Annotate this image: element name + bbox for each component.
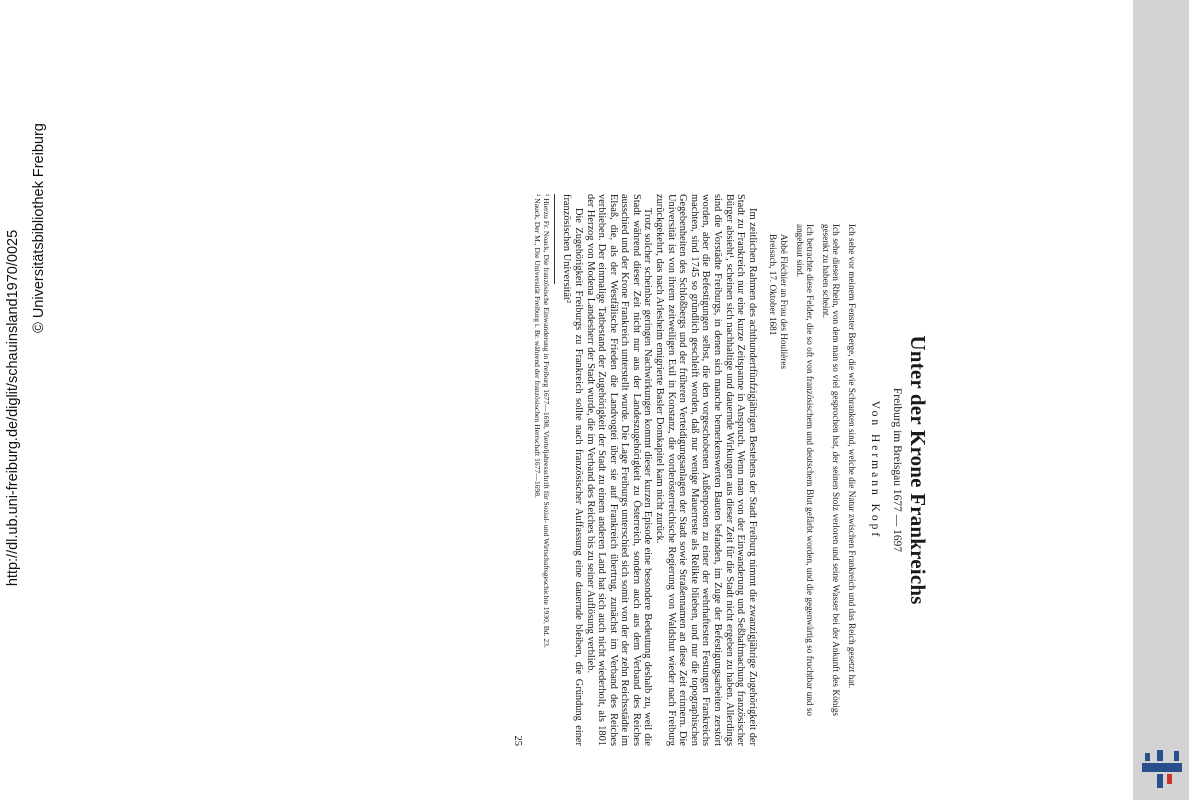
footnote: ¹ Hierzu Fr. Noack, Die französische Einwanderung in Freiburg 1677—1698, Vierteljahresschrift für Sozial- und Wirtschaftsgeschichte 1930, Bd. 23. <box>541 194 551 648</box>
article-title: Unter der Krone Frankreichs <box>906 335 930 605</box>
article-body <box>561 194 758 746</box>
motto-paragraph: Ich sehe diesen Rhein, von dem man so viel gesprochen hat, der seinen Stolz verloren und seine Wasser bei der Ankunft des Königs gesenkt zu haben scheint. <box>820 224 842 716</box>
article-subtitle: Freiburg im Breisgau 1677 — 1697 <box>891 387 903 553</box>
footnote-divider <box>554 194 555 284</box>
motto-source <box>768 234 789 746</box>
motto-source-author: Abbé Fléchier an Frau des Houlières <box>779 234 790 369</box>
ub-freiburg-logo-icon <box>1140 745 1186 791</box>
scanned-page <box>200 150 960 790</box>
permalink-url[interactable]: http://dl.ub.uni-freiburg.de/diglit/schauinsland1970/0025 <box>5 229 21 587</box>
article-author: Von Hermann Kopf <box>869 400 881 540</box>
body-paragraph: Trotz solcher scheinbar geringen Nachwirkungen kommt dieser kurzen Episode eine besondere Bedeutung deshalb zu, weil die Stadt während dieser Zeit nicht nur aus der Landeszugehörigkeit zu Österreich, sondern auch aus dem Verband des Reiches ausschied und der Krone Frankreich unterstellt wurde. Die Lage Freiburgs unterschied sich somit von der der zehn Reichsstädte im Elsaß, die, als der Westfälische Frieden die Landvogtei über sie auf Frankreich übertrug, zunächst im Verband des Reiches verblieben. Der einmalige Tatbestand der Zugehörigkeit der Stadt zu einem anderen Land hat sich auch nicht wiederholt, als 1801 der Herzog von Modena Landesherr der Stadt wurde, die im Verband des Reiches bis zu seiner Auflösung verblieb. <box>584 194 654 746</box>
motto-block <box>794 224 857 746</box>
copyright-notice: © Universitätsbibliothek Freiburg <box>31 123 47 333</box>
footnote: ² Nauck, Der M., Die Universität Freiburg i. Br. während der französischen Herrschaft 1677—1698. <box>532 194 542 498</box>
motto-paragraph: Ich betrachte diese Felder, die so oft von französischem und deutschem Blut gefärbt worden, und die gegenwärtig so fruchtbar und so angebaut sind. <box>794 224 816 716</box>
footnotes <box>533 194 551 746</box>
body-paragraph: Im zeitlichen Rahmen des achthundertfünfzigjährigen Bestehens der Stadt Freiburg nimmt die zwanzigjährige Zugehörigkeit der Stadt zu Frankreich nur eine kurze Zeitspanne in Anspruch. Wenn man von der Einwanderung und Seßhaftmachung französischer Bürger absieht¹, scheinen sich nachhaltige und dauernde Wirkungen aus dieser Zeit für die Stadt nicht ergeben zu haben. Allerdings sind die Vorstädte Freiburgs, in denen sich manche bemerkenswerten Bauten befanden, im Zuge der Befestigungsarbeiten zerstört worden, aber die Befestigungen selbst, die den vorgeschobenen Außenposten zu einer der wehrhaftesten Festungen Frankreichs machten, sind 1745 so gründlich geschleift worden, daß nur wenige Mauerreste als Relikte blieben, und nur die topographischen Gegebenheiten des Schloßbergs und der früheren Verteidigungsanlagen der Stadt sowie Straßennamen an diese Zeit erinnern. Die Universität ist von ihrem zeitweiligen Exil in Konstanz, die vorderösterreichische Regierung von Waldshut wieder nach Freiburg zurückgekehrt, das nach Arlesheim emigrierte Basler Domkapitel kam nicht zurück. <box>654 194 758 746</box>
viewer-sidebar <box>1133 0 1189 800</box>
motto-paragraph: Ich sehe vor meinem Fenster Berge, die wie Schranken sind, welche die Natur zwischen Frankreich und das Reich gesetzt hat. <box>847 224 857 689</box>
body-paragraph: Die Zugehörigkeit Freiburgs zu Frankreich sollte nach französischer Auffassung eine dauernde bleiben, die Gründung einer französischen Universität² <box>561 194 584 746</box>
page-number: 25 <box>511 735 523 746</box>
motto-source-date: Breisach, 17. Oktober 1681 <box>768 234 779 336</box>
